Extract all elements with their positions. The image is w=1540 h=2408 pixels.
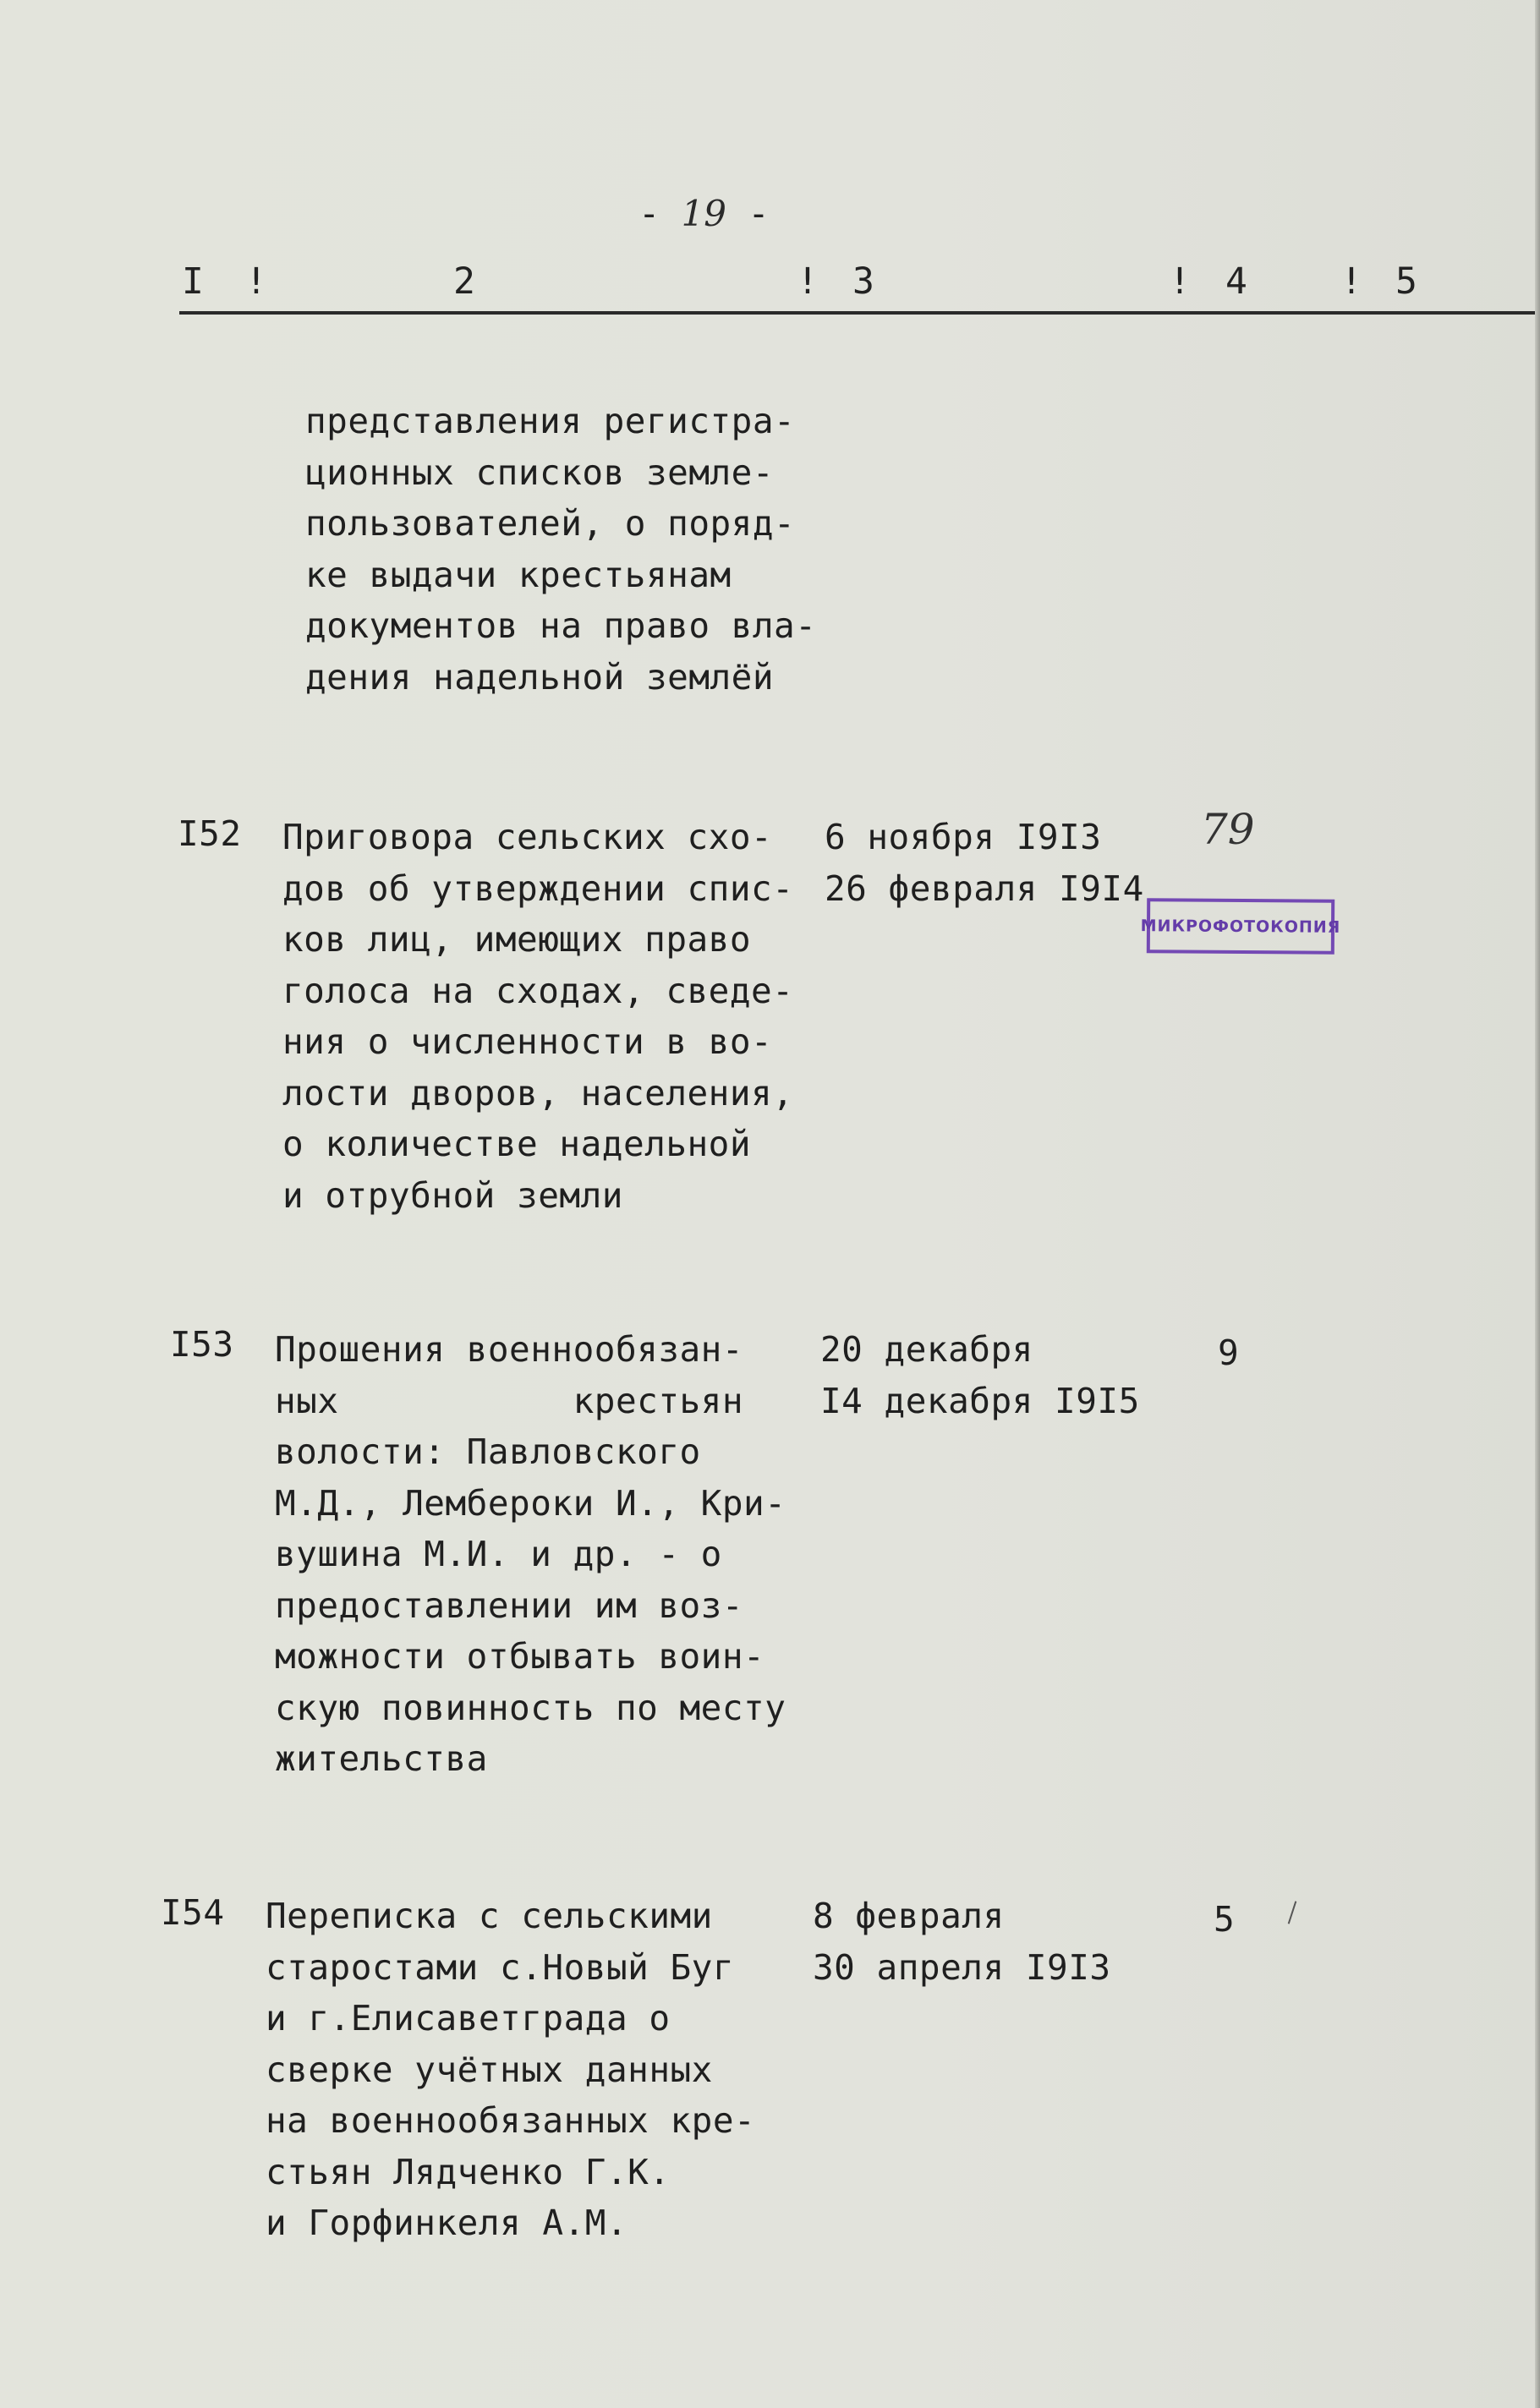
entry-sheets: 9	[1218, 1333, 1240, 1373]
column-separator: !	[1169, 260, 1191, 303]
column-header-3: 3	[852, 260, 874, 303]
entry-dates: 6 ноября I9I3 26 февраля I9I4	[825, 817, 1144, 909]
column-separator: !	[1340, 260, 1362, 303]
entry-number: I54	[161, 1892, 225, 1933]
column-separator: !	[797, 260, 819, 303]
entry-description: Прошения военнообязан- ных крестьян волости: Павловского М.Д., Лембероки И., Кри- вушина М.И. и др. - о предоставлении им воз- можности отбывать воин- скую повинность по месту жительства	[275, 1329, 786, 1779]
entry-dates: 20 декабря I4 декабря I9I5	[820, 1329, 1140, 1421]
entry-number: I53	[170, 1324, 234, 1365]
microfilm-stamp: МИКРОФОТОКОПИЯ	[1147, 898, 1334, 955]
check-mark	[1288, 1901, 1297, 1924]
entry-description: Приговора сельских схо- дов об утверждении спис- ков лиц, имеющих право голоса на сходах, сведе- ния о численности в во- лости дворов, населения, о количестве надельной и отрубной земли	[282, 817, 794, 1216]
column-header-4: 4	[1225, 260, 1247, 303]
entry-sheets: 5	[1214, 1899, 1236, 1940]
column-header-2: 2	[453, 260, 475, 303]
entry-dates: 8 февраля 30 апреля I9I3	[813, 1896, 1111, 1988]
continued-description: представления регистра- ционных списков земле- пользователей, о поряд- ке выдачи крестьянам документов на право вла- дения надельной землёй	[305, 401, 817, 698]
header-rule	[179, 311, 1540, 315]
column-header-1: I	[182, 260, 204, 303]
entry-description: Переписка с сельскими старостами с.Новый Буг и г.Елисаветграда о сверке учётных данных на военнообязанных кре- стьян Лядченко Г.К. и Горфинкеля А.М.	[266, 1896, 756, 2243]
page-edge	[1535, 0, 1540, 2408]
entry-number: I52	[178, 813, 242, 854]
page-number-handwritten: 19	[681, 193, 727, 234]
page-number: - 19 -	[638, 193, 770, 234]
entry-sheets-handwritten: 79	[1201, 805, 1255, 854]
column-header-5: 5	[1395, 260, 1417, 303]
column-separator: !	[245, 260, 267, 303]
